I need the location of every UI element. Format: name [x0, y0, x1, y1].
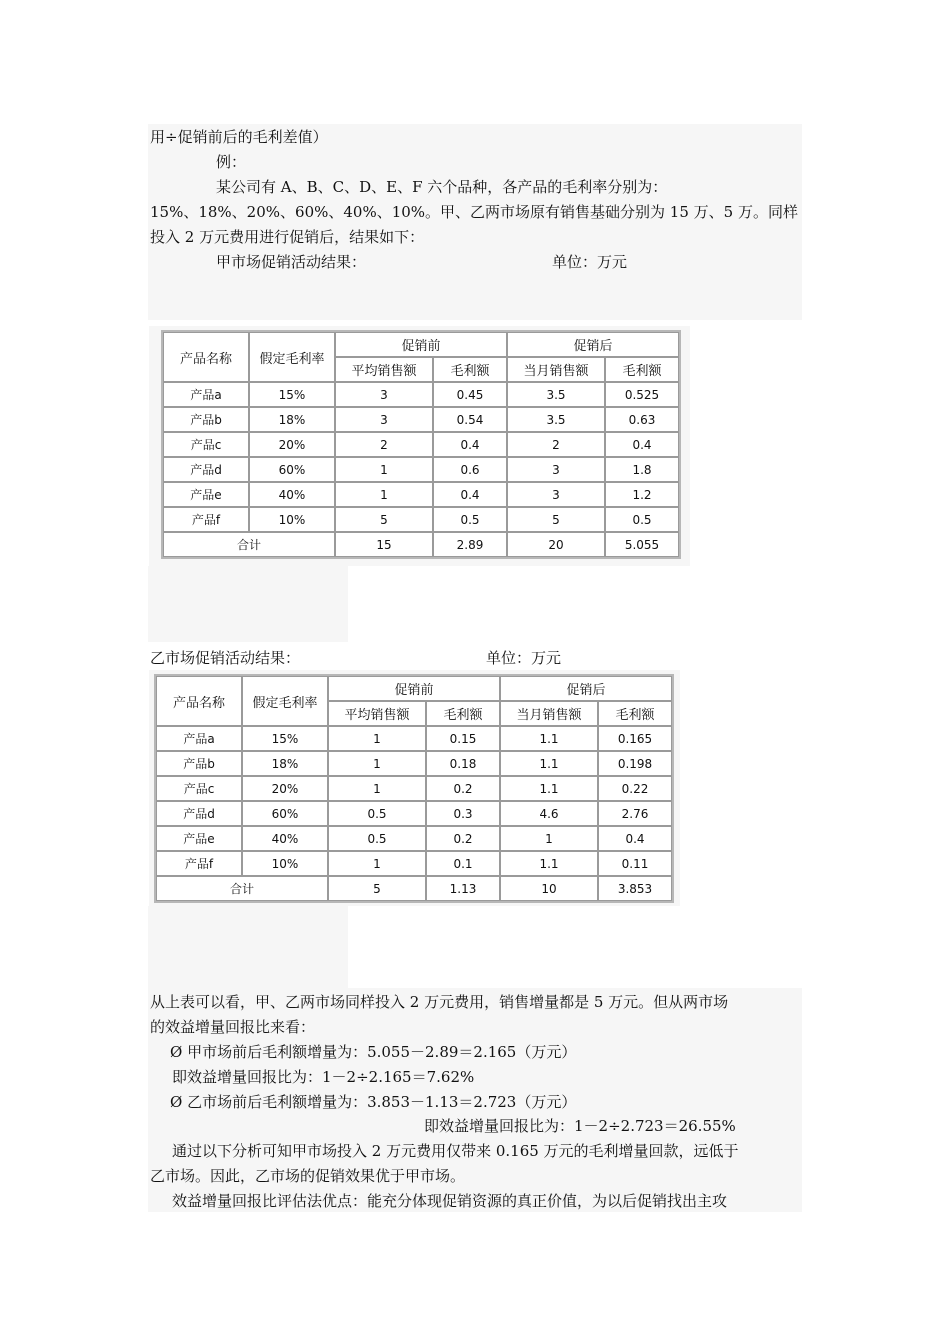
cell-rate: 20% — [249, 432, 335, 457]
cell-before-sales: 0.5 — [328, 826, 426, 851]
cell-name: 产品b — [163, 407, 249, 432]
spacer-background-2 — [148, 906, 348, 988]
cell-name: 产品d — [156, 801, 242, 826]
cell-after-gross: 0.5 — [605, 507, 679, 532]
cell-total-after-sales: 20 — [507, 532, 605, 557]
cell-before-sales: 1 — [328, 776, 426, 801]
cell-total-label: 合计 — [163, 532, 335, 557]
table2-unit: 单位：万元 — [486, 649, 562, 667]
table-row — [156, 776, 672, 801]
cell-name: 产品a — [163, 382, 249, 407]
cell-rate: 60% — [242, 801, 328, 826]
cell-total-label: 合计 — [156, 876, 328, 901]
analysis-line-9: 效益增量回报比评估法优点：能充分体现促销资源的真正价值，为以后促销找出主攻 — [172, 1192, 728, 1210]
cell-before-gross: 0.2 — [426, 826, 500, 851]
analysis-line-8: 乙市场。因此，乙市场的促销效果优于甲市场。 — [150, 1167, 466, 1185]
cell-before-sales: 3 — [335, 382, 433, 407]
table1-header-after: 促销后 — [507, 332, 679, 357]
cell-total-after-gross: 3.853 — [598, 876, 672, 901]
cell-before-gross: 0.18 — [426, 751, 500, 776]
table1-container — [149, 326, 690, 566]
cell-rate: 40% — [242, 826, 328, 851]
table2-header-gross-after: 毛利额 — [598, 701, 672, 726]
table-row — [163, 482, 679, 507]
cell-rate: 18% — [242, 751, 328, 776]
table2-caption: 乙市场促销活动结果： — [150, 649, 301, 667]
table-row — [163, 457, 679, 482]
cell-after-gross: 2.76 — [598, 801, 672, 826]
cell-after-sales: 1.1 — [500, 726, 598, 751]
cell-after-gross: 0.4 — [598, 826, 672, 851]
analysis-line-5: Ø 乙市场前后毛利额增量为：3.853－1.13＝2.723（万元） — [170, 1093, 577, 1111]
cell-before-sales: 2 — [335, 432, 433, 457]
table1-header-before: 促销前 — [335, 332, 507, 357]
table2-header-before: 促销前 — [328, 676, 500, 701]
cell-after-gross: 0.63 — [605, 407, 679, 432]
cell-after-sales: 3 — [507, 457, 605, 482]
table2-header-gross: 毛利额 — [426, 701, 500, 726]
table2-header-avg-sales: 平均销售额 — [328, 701, 426, 726]
table-total-row — [156, 876, 672, 901]
cell-total-after-gross: 5.055 — [605, 532, 679, 557]
cell-before-gross: 0.15 — [426, 726, 500, 751]
analysis-line-4: 即效益增量回报比为：1－2÷2.165＝7.62% — [172, 1068, 475, 1086]
cell-name: 产品c — [163, 432, 249, 457]
cell-rate: 15% — [249, 382, 335, 407]
spacer-background — [148, 566, 348, 642]
intro-line-1: 用÷促销前后的毛利差值） — [150, 128, 328, 146]
cell-before-sales: 0.5 — [328, 801, 426, 826]
table1-header-name: 产品名称 — [163, 332, 249, 382]
table2 — [154, 674, 674, 903]
table1-caption: 甲市场促销活动结果： — [216, 253, 367, 271]
cell-before-sales: 1 — [335, 482, 433, 507]
table-row — [156, 851, 672, 876]
cell-before-sales: 3 — [335, 407, 433, 432]
cell-after-sales: 4.6 — [500, 801, 598, 826]
cell-before-gross: 0.45 — [433, 382, 507, 407]
cell-name: 产品e — [156, 826, 242, 851]
cell-name: 产品a — [156, 726, 242, 751]
cell-after-sales: 1.1 — [500, 851, 598, 876]
table-total-row — [163, 532, 679, 557]
cell-after-gross: 0.165 — [598, 726, 672, 751]
cell-after-sales: 3 — [507, 482, 605, 507]
cell-rate: 10% — [249, 507, 335, 532]
analysis-line-2: 的效益增量回报比来看： — [150, 1018, 316, 1036]
cell-before-sales: 1 — [335, 457, 433, 482]
table-row — [156, 826, 672, 851]
table2-header-month-sales: 当月销售额 — [500, 701, 598, 726]
cell-total-before-sales: 5 — [328, 876, 426, 901]
cell-total-after-sales: 10 — [500, 876, 598, 901]
table-row — [156, 726, 672, 751]
cell-after-sales: 1 — [500, 826, 598, 851]
analysis-line-3: Ø 甲市场前后毛利额增量为：5.055－2.89＝2.165（万元） — [170, 1043, 577, 1061]
table2-header-after: 促销后 — [500, 676, 672, 701]
cell-before-sales: 1 — [328, 726, 426, 751]
cell-after-sales: 2 — [507, 432, 605, 457]
cell-after-gross: 1.2 — [605, 482, 679, 507]
cell-name: 产品f — [156, 851, 242, 876]
cell-after-sales: 5 — [507, 507, 605, 532]
cell-rate: 10% — [242, 851, 328, 876]
cell-after-gross: 0.4 — [605, 432, 679, 457]
cell-rate: 60% — [249, 457, 335, 482]
table2-header-name: 产品名称 — [156, 676, 242, 726]
table-row — [163, 432, 679, 457]
cell-total-before-sales: 15 — [335, 532, 433, 557]
table1-header-rate: 假定毛利率 — [249, 332, 335, 382]
cell-after-gross: 0.198 — [598, 751, 672, 776]
cell-before-gross: 0.6 — [433, 457, 507, 482]
table-row — [163, 407, 679, 432]
cell-before-gross: 0.1 — [426, 851, 500, 876]
intro-line-5: 投入 2 万元费用进行促销后，结果如下： — [150, 228, 425, 246]
cell-after-sales: 1.1 — [500, 776, 598, 801]
cell-before-gross: 0.4 — [433, 482, 507, 507]
table1-header-gross: 毛利额 — [433, 357, 507, 382]
cell-name: 产品d — [163, 457, 249, 482]
table1-header-avg-sales: 平均销售额 — [335, 357, 433, 382]
cell-rate: 15% — [242, 726, 328, 751]
cell-rate: 18% — [249, 407, 335, 432]
table1-header-month-sales: 当月销售额 — [507, 357, 605, 382]
cell-before-gross: 0.54 — [433, 407, 507, 432]
cell-name: 产品f — [163, 507, 249, 532]
intro-line-2: 例： — [216, 153, 247, 171]
cell-after-gross: 1.8 — [605, 457, 679, 482]
cell-rate: 40% — [249, 482, 335, 507]
analysis-line-1: 从上表可以看，甲、乙两市场同样投入 2 万元费用，销售增量都是 5 万元。但从两市场 — [150, 993, 729, 1011]
cell-name: 产品c — [156, 776, 242, 801]
cell-after-sales: 1.1 — [500, 751, 598, 776]
analysis-line-7: 通过以下分析可知甲市场投入 2 万元费用仅带来 0.165 万元的毛利增量回款，远低于 — [172, 1142, 739, 1160]
intro-line-4: 15%、18%、20%、60%、40%、10%。甲、乙两市场原有销售基础分别为 15 万、5 万。同样 — [150, 203, 798, 221]
cell-after-sales: 3.5 — [507, 407, 605, 432]
table1-unit: 单位：万元 — [552, 253, 628, 271]
cell-before-sales: 1 — [328, 751, 426, 776]
cell-name: 产品b — [156, 751, 242, 776]
cell-rate: 20% — [242, 776, 328, 801]
cell-name: 产品e — [163, 482, 249, 507]
table-row — [156, 801, 672, 826]
table2-container — [149, 670, 680, 906]
cell-after-gross: 0.22 — [598, 776, 672, 801]
cell-before-sales: 1 — [328, 851, 426, 876]
cell-before-gross: 0.5 — [433, 507, 507, 532]
intro-line-3: 某公司有 A、B、C、D、E、F 六个品种，各产品的毛利率分别为： — [216, 178, 668, 196]
table2-header-rate: 假定毛利率 — [242, 676, 328, 726]
cell-before-sales: 5 — [335, 507, 433, 532]
cell-before-gross: 0.3 — [426, 801, 500, 826]
cell-after-gross: 0.525 — [605, 382, 679, 407]
table-row — [163, 382, 679, 407]
cell-total-before-gross: 2.89 — [433, 532, 507, 557]
table1-header-gross-after: 毛利额 — [605, 357, 679, 382]
analysis-line-6: 即效益增量回报比为：1－2÷2.723＝26.55% — [424, 1117, 736, 1135]
cell-before-gross: 0.4 — [433, 432, 507, 457]
table1 — [161, 330, 681, 559]
table-row — [156, 751, 672, 776]
table-row — [163, 507, 679, 532]
cell-before-gross: 0.2 — [426, 776, 500, 801]
cell-total-before-gross: 1.13 — [426, 876, 500, 901]
cell-after-gross: 0.11 — [598, 851, 672, 876]
cell-after-sales: 3.5 — [507, 382, 605, 407]
